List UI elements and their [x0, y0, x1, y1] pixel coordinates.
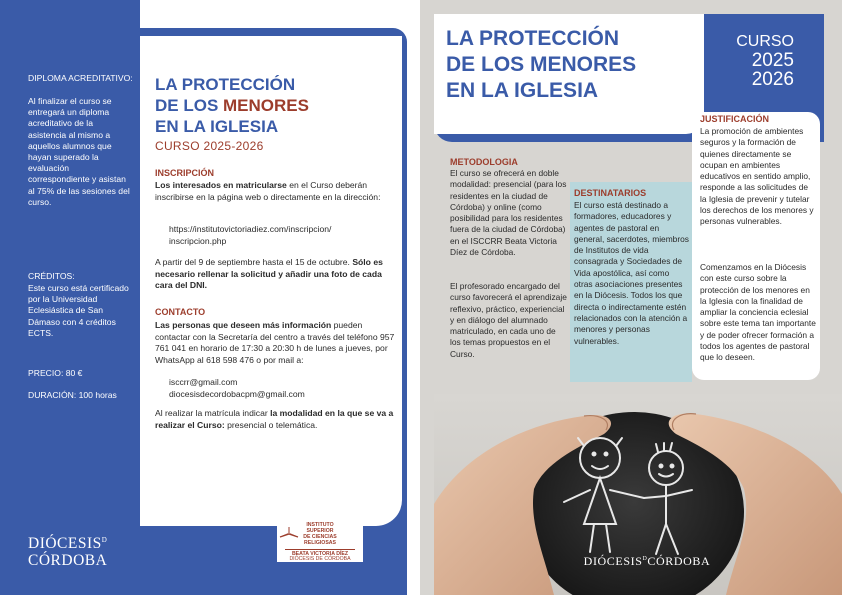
right-course-year: CURSO 2025 2026	[736, 33, 794, 90]
inscripcion-text: Los interesados en matricularse en el Curso deberán inscribirse en la página web o directamente en la dirección:	[155, 180, 381, 202]
creditos-title: CRÉDITOS:	[28, 271, 75, 281]
diocesis-logo-photo: $DIÓCESIS^DCÓRDOBA$	[583, 554, 711, 568]
duracion: DURACIÓN: 100 horas	[28, 390, 117, 400]
metodologia-column	[446, 148, 570, 384]
diocesis-logo-left: $DIÓCESIS^D$ CÓRDOBA	[28, 535, 108, 570]
destinatarios-text: El curso está destinado a formadores, educadores y agentes de pastoral en general, sacerdotes, miembros de Institutos de vida consagrada y Sociedades de Vida apostólica, así como otras asociaciones presentes en la Diócesis. Todos los que directa o indirectamente estén relacionados con la atención a menores y personas vulnerables.	[574, 200, 689, 346]
course-title: LA PROTECCIÓN DE LOS MENORES EN LA IGLESIA	[155, 75, 309, 136]
left-panel	[0, 0, 140, 595]
destinatarios-column	[570, 182, 692, 382]
modalidad-text: Al realizar la matrícula indicar la modalidad en la que se va a realizar el Curso: presencial o telemática.	[155, 408, 394, 430]
contact-email-1[interactable]: isccrr@gmail.com	[169, 377, 238, 387]
metodologia-text: El curso se ofrecerá en doble modalidad: presencial (para los residentes en la ciudad de Córdoba) y online (como posibilidad para los residentes fuera de la ciudad de Córdoba) en el ISCCRR Beata Victoria Díez de Córdoba.	[450, 168, 567, 258]
justificacion-text-2: Comenzamos en la Diócesis con este curso sobre la protección de los menores en la Iglesia con la finalidad de ampliar la conciencia eclesial sobre este tema tan importante y de poder ofrecer formación a todos los agentes de pastoral que lo deseen.	[700, 262, 816, 363]
plazo-text: A partir del 9 de septiembre hasta el 15 de octubre. Sólo es necesario rellenar la solicitud y añadir una foto de cada cara del DNI.	[155, 257, 383, 291]
justificacion-column	[692, 112, 820, 380]
instituto-logo: INSTITUTO SUPERIOR DE CIENCIAS RELIGIOSAS BEATA VICTORIA DÍEZ DIÓCESIS DE CÓRDOBA	[277, 518, 363, 562]
justificacion-text: La promoción de ambientes seguros y la formación de quienes directamente se ocupan en ambientes educativos en sentido amplio, responde a las solicitudes de la Iglesia de prevenir y tutelar los derechos de los menores y personas vulnerables.	[700, 126, 814, 227]
metodologia-heading: METODOLOGIA	[450, 157, 518, 167]
inscripcion-heading: INSCRIPCIÓN	[155, 168, 215, 178]
diploma-title: DIPLOMA ACREDITATIVO:	[28, 73, 133, 83]
metodologia-text-2: El profesorado encargado del curso favorecerá el aprendizaje reflexivo, práctico, experiencial y en diálogo del alumnado matriculado, en cada uno de los temas propuestos en el Curso.	[450, 281, 567, 359]
contacto-text: Las personas que deseen más información pueden contactar con la Secretaría del centro a través del teléfono 957 761 041 en horario de 17:30 a 20:30 h de lunes a jueves, por WhatsApp al 618 598 476 o por mail a:	[155, 320, 395, 365]
contact-email-2[interactable]: diocesisdecordobacpm@gmail.com	[169, 389, 305, 399]
destinatarios-heading: DESTINATARIOS	[574, 188, 647, 198]
inscripcion-url[interactable]: https://institutovictoriadiez.com/inscripcion/ inscripcion.php	[169, 224, 332, 246]
contacto-heading: CONTACTO	[155, 307, 206, 317]
diploma-text: Al finalizar el curso se entregará un diploma acreditativo de la asistencia al mismo a aquellos alumnos que hayan superado la evaluación correspondiente y asistan al 75% de las sesiones del curso.	[28, 96, 130, 207]
creditos-text: Este curso está certificado por la Universidad Eclesiástica de San Dámaso con 4 créditos ECTS.	[28, 283, 129, 338]
precio: PRECIO: 80 €	[28, 368, 83, 378]
right-course-title: LA PROTECCIÓN DE LOS MENORES EN LA IGLESIA	[446, 27, 637, 102]
course-year: CURSO 2025-2026	[155, 139, 264, 153]
justificacion-heading: JUSTIFICACIÓN	[700, 114, 770, 124]
